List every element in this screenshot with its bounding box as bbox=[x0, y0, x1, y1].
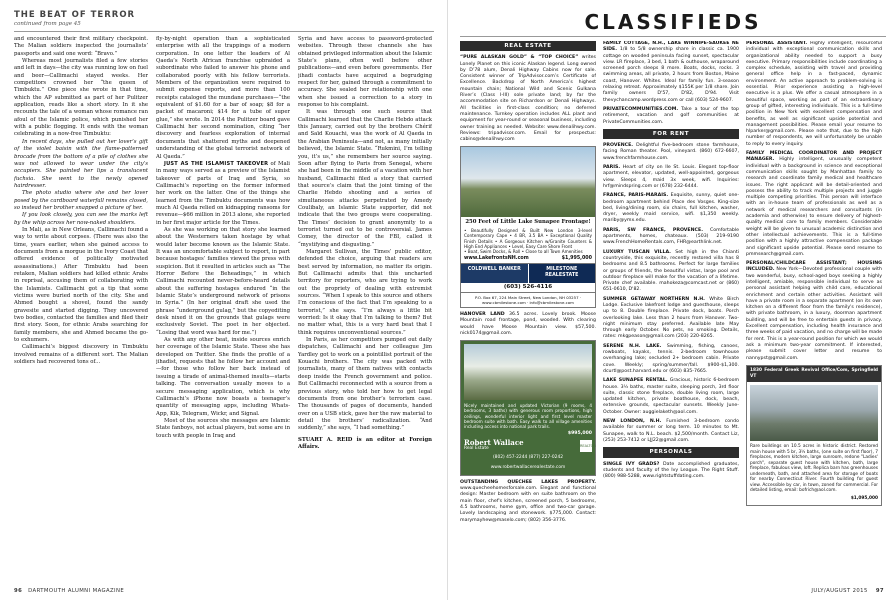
classified-column-3 bbox=[746, 41, 882, 561]
listing-body: White Birch Lodge. Exclusive lakefront lodge and guesthouse, sleeps up to 8. Double fireplace. Private dock, boats. Porch overlooking lake. Less than 2 hours from Hanover. Two-night minimum stay preferred. Available late May through early October. No pets, no smoking. Details, rates: mkgpeason@gmail.com (203) 220-8265. bbox=[603, 296, 739, 340]
listing-body: Set high in the Chianti countryside, this exquisite, recently restored villa has 8 bedrooms and 8.5 bathrooms. Perfect for large families or groups of friends, the beautiful vistas, large pool and outdoor fireplace will make for the vacation of a lifetime. Private chef available. mahokeza@comcast.net or (860) 651-0610, D'82. bbox=[603, 249, 739, 293]
listing-head: LAKE SUNAPEE RENTAL. bbox=[603, 378, 668, 384]
listing-body: Swimming, fishing, canoes, rowboats, kayaks, tennis. 2-bedroom townhouse overhanging lake; secluded 2+ bedroom cabin. Private cove. Weekly; spring/summer/fall. $900-$1,300. dcurtl@post.harvard.edu or (603) 835-7665. bbox=[603, 343, 739, 374]
left-page-number: 96 bbox=[14, 588, 23, 594]
paragraph-text: It was through one such source that Callimachi learned that the Charlie Hebdo attack this January, carried out by the brothers Chérif and Saïd Kouachi, was the work of Al Qaeda in the Arabian Peninsula—and not, as many initially believed, the Islamic State. “Rukmini, I’m telling you, it’s us,” she remembers her source saying. Soon after flying to Paris from Senegal, where she had been in the middle of a vacation with her husband, Callimachi filed a story that carried that source’s claim that the joint timing of the Charlie Hebdo shooting and a series of simultaneous attacks perpetrated by Amedy Coulibaly, an Islamic State supporter, did not indicate that the two groups were cooperating. The Times’ decision to grant anonymity to a terrorist turned out to be controversial. James Comey, the director of the FBI, called it “mystifying and disgusting.” bbox=[298, 109, 432, 248]
classified-listing bbox=[603, 378, 739, 416]
coldwell-banker-logo: COLDWELL BANKER bbox=[461, 264, 528, 283]
classified-listing bbox=[603, 165, 739, 190]
paragraph-text: In Mali, as in New Orleans, Callimachi found a way to write about corpses. (There was also the time, years earlier, when she gained access to documents from a morgue in the Ivory Coast that offered evidence of politically motivated assassinations.) After Timbuktu had been retaken, Malian soldiers had killed ethnic Arabs in reprisal, accusing them of collaborating with the Islamists. Callimachi got a tip that some victims were buried north of the city. She and Ahmed bought a shovel, found the sandy gravesite and started digging. They uncovered two bodies, contacted the families and filed their first story. Soon, for ethnic Arabs searching for family members, she and Ahmed became the go-to exhumers. bbox=[14, 226, 148, 344]
section-real-estate: REAL ESTATE bbox=[460, 41, 596, 51]
listing-body: Comfortable apartments, homes, chateaux. (503) 219-9190 www.FrenchHomeRentals.com, FHR@earthlink.net. bbox=[603, 227, 739, 246]
listing-body: Furnished 3-bedroom condo available for summer or long term. 10 minutes to Mt. Sunapee, walk to N.L. beach. $2,500/month. Contact Liz, (253) 253-7412 or LJJ22@gmail.com. bbox=[603, 419, 739, 443]
classifieds-rule bbox=[460, 36, 886, 37]
classified-listing bbox=[603, 250, 739, 294]
listing-head: SERENE N.H. LAKE. bbox=[603, 343, 662, 349]
listing-head: PROVENCE. bbox=[603, 143, 634, 149]
author-byline: STUART A. REID is an editor at Foreign Affairs. bbox=[298, 436, 432, 450]
classified-listing bbox=[460, 312, 596, 337]
article-column-2 bbox=[156, 36, 290, 584]
lake-sunapee-ad bbox=[460, 146, 596, 308]
listing-body: www.quecheehomesforsale.com. Elegant and functional design: Master bedroom with en suite bathroom on the main floor, chef's kitchen, screened porch, 5 bedrooms, 4.5 bathrooms, home gym, office and two-car garage. Lovely landscaping and stonework. $775,000. Contact: marymayhew@maselo.com; (802) 356-3776. bbox=[460, 486, 596, 523]
listing-body: Date accomplished graduates, students and faculty of the Ivy League. The Right Stuff. (800) 988-5288, www.rightstuffdating.com. bbox=[603, 461, 739, 480]
listing-head: LUXURY TUSCAN VILLA. bbox=[603, 249, 671, 255]
article-paragraph bbox=[14, 227, 148, 345]
article-paragraph bbox=[156, 161, 290, 227]
right-page bbox=[448, 0, 896, 600]
listing-head: PERSONAL/CHILDCARE ASSISTANT; HOUSING INCLUDED. bbox=[746, 261, 882, 273]
paragraph-text: If you look closely, you can see the marks left by the whip across her now-naked shoulders. bbox=[14, 212, 148, 226]
classified-columns bbox=[460, 41, 886, 561]
ad-header: 1830 Federal Greek Revival Office/Com, Springfield VT bbox=[747, 366, 881, 383]
classified-listing bbox=[603, 143, 739, 162]
article-paragraph bbox=[156, 418, 290, 440]
ad-feature-line: • Beautifully Designed & Built New London 3-level Contemporary Cape • 4 BR, 3.5 BA • Exceptional Quality Finish Details • A Gorgeous Kitchen w/Granite Counters & High End Appliances • Level, Easy Care Shore Front bbox=[464, 227, 592, 249]
article-paragraph bbox=[14, 36, 148, 58]
listing-body: Highly intelligent, unusually competent individual with a background in science and exceptional communication skills sought by Manhattan family to research and coordinate family medical and healthcare issues. The right applicant will be detail-oriented and possess the ability to track multiple projects and juggle multiple competing priorities. This person will interface with an in-house team of professionals as well as a network of medical researchers and consultants (in academia and otherwise) to ensure delivery of highest-quality medical care to family members. Considerable weight will be given to unusual academic distinction and other intellectual achievements. This is a full-time position with a highly attractive compensation package and significant upside potential. Please send resume to pmmsearch@gmail.com. bbox=[746, 157, 882, 257]
listing-head: HANOVER LAND bbox=[460, 312, 505, 318]
paragraph-text: Margaret Sullivan, the Times’ public editor, defended the choice, arguing that readers are best served by information, no matter its origin. But Callimachi admits that this uncharted territory for reporters, who are trying to work out the propriety of dealing with extremist sources. “When I speak to this source and others I’m conscious of the fact that I’m speaking to a terrorist,” she says. “I’m always a little bit worried: Is it okay that I’m talking to them? But no matter what, this is a very hard beat that I think requires unconventional sources.” bbox=[298, 248, 432, 336]
kicker-rule bbox=[14, 31, 434, 32]
classified-listing bbox=[603, 228, 739, 247]
paragraph-text: As she was working on that story she learned about the Westerners taken hostage by what would later become known as the Islamic State. It was an uncomfortable subject to report, in part because hostages’ families viewed the press with suspicion. But it resulted in articles such as “The Horror Before the Beheadings,” in which Callimachi recounted never-before-heard details about the suffering hostages endured “in the Islamic State’s underground network of prisons in Syria.” (In her original draft she used the phrase “underground gulag,” but the copyediting desk nixed it on the grounds that gulags were exclusively Soviet. The poet in her objected. “Losing that word was hard for me.”) bbox=[156, 226, 290, 336]
left-folio bbox=[14, 588, 124, 594]
article-paragraph bbox=[14, 139, 148, 190]
article-paragraph bbox=[298, 36, 432, 109]
realtor-badge: REALTOR bbox=[580, 440, 592, 452]
ad-feature-line: • Boat, Swim Docks, & Roll • Close to all Town Amenities bbox=[464, 249, 583, 255]
article-paragraph bbox=[14, 190, 148, 212]
listing-head: NEW LONDON, N.H. bbox=[603, 419, 662, 425]
listing-body: Gracious, historic 6-bedroom house. 3½ baths, master suite, sleeping porch, 3rd floor suite, classic stone fireplace, double living room, large updated kitchen, private boathouse, dock, beach, extensive grounds, spectacular sunsets. Weekly June-October. Owner: auggielaketh@aol.com. bbox=[603, 378, 739, 415]
classified-listing bbox=[603, 193, 739, 224]
article-column-1 bbox=[14, 36, 148, 584]
section-lead-in: JUST AS THE ISLAMIST TAKEOVER bbox=[164, 160, 269, 167]
listing-body: writes Lonely Planet on this iconic Alaskan legend. Long owned by D’78 alum, Denali Highway Cabins now for sale. Consistent winner of TripAdvisor.com’s Certificate of Excellence. Backdrop of North America’s highest mountain chain; National Wild and Scenic Gulkana River’s (Class I-III) sole private land; by far the accommodation site on Richardson or Denali Highways. All facilities in first-class condition; no deferred maintenance. Turnkey operation includes ALL plant and equipment for year-round or seasonal business, including owner training as needed. Website: www.denalihwy.com. Reviews: tripadvisor.com. Email for prospectus: cabins@denalihwy.com bbox=[460, 55, 596, 143]
listing-body: 36.5 acres. Lovely brook. Moose Mountain road frontage, pond, wooded. With clearing would have Moose Mountain view. $57,500. nick0174@gmail.com. bbox=[460, 312, 596, 336]
paragraph-text: The photo studio where she and her lover posed by the cardboard waterfall remains closed, so instead her brother snapped a picture of her. bbox=[14, 190, 148, 211]
ad-caption: 250 Feet of Little Lake Sunapee Frontage! bbox=[465, 219, 591, 226]
listing-head: PARIS, SW FRANCE, PROVENCE. bbox=[603, 227, 703, 233]
ad-website: www.LakefrontsNH.com bbox=[464, 255, 529, 261]
issue-date: JULY/AUGUST 2015 bbox=[811, 588, 868, 594]
listing-head: PRIVATECOMMUNITIES.COM. bbox=[603, 106, 679, 112]
classified-listing bbox=[603, 344, 739, 375]
listing-head: “PURE ALASKAN GOLD” & “TOP CHOICE” bbox=[460, 55, 579, 61]
article-columns bbox=[14, 36, 434, 584]
brand-row bbox=[461, 438, 595, 455]
classified-listing bbox=[603, 41, 739, 104]
classified-column-1 bbox=[460, 41, 596, 561]
article-paragraph bbox=[298, 109, 432, 249]
article-paragraph bbox=[156, 227, 290, 337]
listing-body: New York—Devoted professional couple with two wonderful, busy, school-aged boys seeking a highly intelligent, amiable, responsible individual to serve as personal assistant helping with child care, educational enrichment and certain other activities. Assistant will have a private room in a separate apartment (on its own kitchen on a different floor from the family's residence), with private bathroom, in a luxury, doorman apartment building, and will be free to entertain guests in privacy. Excellent compensation, including health insurance and three weeks of paid vacation, and no charge will be made for rent. This is a year-round position for which we would ask a minimum two-year commitment. If interested, please submit cover letter and resume to nannypst@gmail.com. bbox=[746, 267, 882, 361]
listing-head: PARIS. bbox=[603, 165, 621, 171]
paragraph-text: Most of the sources she messages are Islamic State fanboys, not actual players, but some are in touch with people in Iraq and bbox=[156, 417, 290, 439]
classified-listing bbox=[460, 480, 596, 524]
broker-phone: (603) 526-4116 bbox=[503, 283, 553, 290]
listing-body: Highly intelligent, resourceful individual with exceptional communication skills and organizational ability needed to support a busy executive. Primary responsibilities include coordinating a complex schedule, assisting with travel and providing general office help in a fast-paced, dynamic environment. An active approach to problem-solving is essential. Prior experience assisting a high-level executive is a plus. We offer a casual atmosphere in a beautiful space, working as part of an extraordinary group of gifted, interesting individuals. This is a full-time position in New York with excellent compensation and benefits, as well as significant upside potential and management possibilities. Please email your resume to hlparker@gmail.com. Please note that, due to the high number of respondents, we will unfortunately be unable to reply to every inquiry. bbox=[746, 41, 882, 147]
paragraph-text: Callimachi’s biggest discovery in Timbuktu involved remains of a different sort. The Malian soldiers had recovered tons of... bbox=[14, 344, 148, 366]
milestone-logo: MILESTONE REALESTATE bbox=[528, 264, 596, 283]
article-column-3 bbox=[298, 36, 432, 584]
classifieds-title: CLASSIFIEDS bbox=[584, 10, 762, 34]
classified-listing bbox=[746, 261, 882, 362]
article-paragraph bbox=[14, 212, 148, 227]
classified-listing bbox=[746, 41, 882, 148]
magazine-name: DARTMOUTH ALUMNI MAGAZINE bbox=[28, 588, 125, 594]
ad-price: $995,000 bbox=[567, 431, 592, 437]
continued-note: continued from page 45 bbox=[14, 21, 81, 27]
broker-contact: P.O. Box 67, 224 Main Street, New London, NH 03257 · www.cbmilestone.com · info@cbmilestone.com bbox=[461, 292, 595, 307]
ad-website: www.robertwallacerealestate.com bbox=[490, 465, 566, 471]
brand-sub: Real Estate bbox=[464, 445, 489, 451]
listing-body: Take a tour of the top retirement, vacation and golf communities at PrivateCommunities.com. bbox=[603, 106, 739, 125]
classified-listing bbox=[746, 151, 882, 258]
listing-body: 1/8 to 5/8 ownership share in classic ca. 1900 cottage on wooded peninsula facing sunset, spectacular view. LR fireplace, 3 bed, 1 bath & outhouse, wraparound screened porch sleeps 8 more. Boats, docks, rocks. 3 swimming areas, all private, 2 hours from Boston, Maine coast, Hanover. Whites. Ideal for family fun. 3-season relaxing retreat. Approximately $155K per 1/8 share. Join family owners D'57, D'82, D'94. Visit thevychancamp.wordpress.com or call (603) 524-9607. bbox=[603, 47, 739, 103]
federal-house-photo bbox=[750, 385, 878, 441]
listing-head: SINGLE IVY GRADS? bbox=[603, 461, 660, 467]
listing-head: PERSONAL ASSISTANT. bbox=[746, 41, 808, 46]
springfield-vt-ad bbox=[746, 365, 882, 506]
ad-price: $1,095,000 bbox=[850, 495, 878, 501]
paragraph-text: In Paris, as her competitors pumped out daily dispatches, Callimachi and her colleague Jim Yardley got to work on a pointillist portrait of the Kouachi brothers. The city was packed with journalists, many of them natives with contacts deep inside the French government and police. But Callimachi reconnected with a source from a previous story, who told her how to get legal documents from one brother’s terrorism case. The thousands of pages of documents, handed over on a USB stick, gave her the raw material to detail the brothers’ radicalization. “And suddenly,” she says, “I had something.” bbox=[298, 337, 432, 432]
ad-description: Rare buildings on 10.5 acres in historic district. Restored main house with 5 br, 3½ baths, (one suite on first floor), 7 fireplaces, modern kitchen, large sunroom, redone "Ladies' porch", separate guest house with kitchen, bath, large fireplace, fabulous view, loft. Replica barn has greenhouses underneath, bath, and attached area for storage of boats for nearby Connecticut River. Fourth building for guest view. Accessible by car, in town, zoned for commercial. For detailed listing, email: bofrich@aol.com. bbox=[750, 444, 878, 494]
listing-head: OUTSTANDING QUECHEE LAKES PROPERTY. bbox=[460, 479, 596, 485]
paragraph-text: As with any other beat, inside sources enrich her coverage of the Islamic State. These she has developed on Twitter. She finds the profile of a jihadist, requests that he follow her account and—for those who follow her back instead of issuing a tirade of animal-themed insults—starts talking. The conversation usually moves to a secure messaging application, which is why Callimachi’s iPhone now boasts a teenager’s quantity of messaging apps, including Whats-App, Kik, Telegram, Wickr, and Signal. bbox=[156, 337, 290, 417]
article-paragraph bbox=[156, 36, 290, 161]
right-folio bbox=[811, 588, 884, 594]
classified-listing bbox=[603, 462, 739, 481]
victorian-house-photo bbox=[464, 344, 592, 400]
classified-listing bbox=[460, 55, 596, 143]
paragraph-text: Syria and have access to password-protected websites. Through these channels she has obtained privileged information about the Islamic State’s plans, often well before other publications—and even before governments. Her jihadi contacts have acquired a begrudging respect for her, gained through a commitment to accuracy. She sealed her relationship with one when she issued a correction to a story in response to his complaint. bbox=[298, 36, 432, 109]
listing-head: FAMILY MEDICAL COORDINATOR AND PROJECT MANAGER. bbox=[746, 151, 882, 163]
paragraph-text: and encountered their first military checkpoint. The Malian soldiers inspected the journalists’ passports and said one word: “Bravo.” bbox=[14, 36, 148, 57]
ad-features bbox=[461, 228, 595, 263]
brand-name: Robert Wallace bbox=[464, 437, 524, 447]
section-personals: PERSONALS bbox=[603, 447, 739, 457]
classified-column-2 bbox=[603, 41, 739, 561]
paragraph-text: In recent days, she pulled out her lover’s gift of the violet baisin with the flame-patterned brocade from the bottom of a pile of clothes she was not allowed to wear under the city’s occupiers. She painted her lips a translucent fuchsia. She went to the newly opened hairdresser. bbox=[14, 138, 148, 189]
right-page-number: 97 bbox=[875, 588, 884, 594]
article-paragraph bbox=[298, 337, 432, 432]
article-paragraph bbox=[14, 344, 148, 366]
listing-head: FRANCE, PARIS-MARAIS. bbox=[603, 193, 669, 199]
paragraph-text: of Mali in many ways served as a preview of the Islamist takeover of parts of Iraq and Syria, so Callimachi’s reporting on the former informed her work on the latter. One of the things she learned from the Timbuktu documents was how much Al Qaeda relied on kidnapping ransoms for revenue—$66 million in 2013 alone, she reported in her first major article for the Times. bbox=[156, 160, 290, 226]
listing-head: SUMMER GETAWAY NORTHERN N.H. bbox=[603, 296, 705, 302]
article-paragraph bbox=[156, 337, 290, 418]
listing-body: Exquisite, sunny, quiet one-bedroom apartment behind Place des Vosges. King-size bed, living/dining room, six chairs, full kitchen, washer, dryer, weekly maid service, wifi. $1,350 weekly. mariby@ymx.edu. bbox=[603, 193, 739, 224]
robert-wallace-ad bbox=[460, 340, 596, 476]
section-kicker: THE BEAT OF TERROR bbox=[14, 10, 136, 20]
classified-listing bbox=[603, 419, 739, 444]
ad-footer bbox=[747, 496, 881, 505]
classified-listing bbox=[603, 107, 739, 126]
ad-phone: (802) 457-2244 (877) 227-0242 bbox=[492, 455, 564, 461]
paragraph-text: fly-by-night operation than a sophisticated enterprise with all the trappings of a modern corporation. In one letter the leaders of Al Qaeda’s North African franchise upbraided a subordinate who failed to answer his phone and collaborated poorly with his fellow terrorists. Members of the organization were required to submit expense reports, and more than 100 receipts cataloged the mundane purchases—“the equivalent of $1.60 for a bar of soap; $8 for a packet of macaroni; $14 for a tube of super glue,” she wrote. In 2014 the Pulitzer board gave Callimachi her second nomination, citing “her discovery and fearless exploration of internal documents that shattered myths and deepened understanding of the global terrorist network of Al Qaeda.” bbox=[156, 36, 290, 160]
lakefront-photo bbox=[461, 147, 595, 217]
listing-body: Heart of city on Ile St. Louis. Elegant top-floor apartment, elevator, updated, well-appointed, gorgeous view. Sleeps 4, maid 3x week, wifi. Inquiries: hrf@mindspring.com or (678) 232-6444. bbox=[603, 165, 739, 189]
paragraph-text: Whereas most journalists filed a few stories and left in days—the city was running low on fuel and beer—Callimachi stayed weeks. Her competitors crowned her “the queen of Timbuktu.” One piece she wrote in that time, which the AP submitted as part of her Pulitzer application, reads like a short story. In it she recounts the tale of a woman whose romance ran afoul of the Islamic police, which punished her with a public flogging. It ends with the woman celebrating in a now-free Timbuktu: bbox=[14, 58, 148, 138]
section-for-rent: FOR RENT bbox=[603, 129, 739, 139]
article-paragraph bbox=[298, 249, 432, 337]
classified-listing bbox=[603, 297, 739, 341]
listing-body: Delightful five-bedroom stone farmhouse, facing Roman theater. Pool, vineyard. (860) 672-6607, www.frenchfarmhouse.com. bbox=[603, 143, 739, 161]
ad-description: Nicely maintained and updated Victorian (9 rooms, 4 bedrooms, 3 baths) with generous room proportions, high ceilings, wonderful interior light and first level master bedroom suite with bath. Easy walk to all village amenities including access into national park trails. bbox=[464, 403, 592, 430]
broker-logos bbox=[461, 263, 595, 283]
ad-price: $1,995,000 bbox=[561, 255, 592, 261]
article-paragraph bbox=[14, 58, 148, 139]
listing-head: FAMILY COTTAGE, N.H., LAKE WINNIPE-SAUKEE NE SIDE. bbox=[603, 41, 739, 53]
